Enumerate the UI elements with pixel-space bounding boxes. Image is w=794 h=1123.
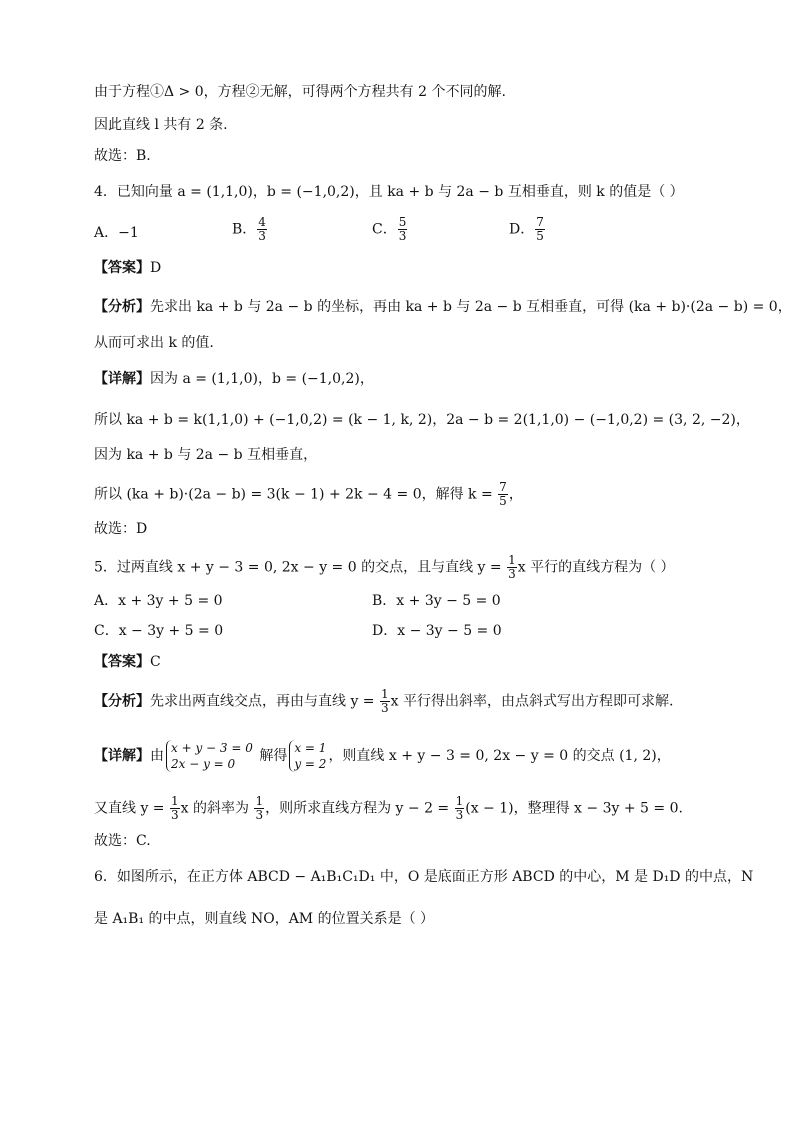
denominator: 3 <box>455 808 464 822</box>
denominator: 3 <box>171 808 179 822</box>
denominator: 3 <box>255 808 264 822</box>
equation-system <box>166 740 253 772</box>
text-line: 所以 ka + b = k(1,1,0) + (−1,0,2) = (k − 1, k, 2)，2a − b = 2(1,1,0) − (−1,0,2) = (3, 2, −2)， <box>94 412 750 428</box>
denominator: 5 <box>499 494 507 508</box>
answer-value: C <box>150 654 161 670</box>
question-6-stem-cont: 是 A₁B₁ 的中点，则直线 NO，AM 的位置关系是（ ） <box>94 911 435 927</box>
denominator: 3 <box>398 229 407 243</box>
detail-tag: 【详解】 <box>94 371 150 387</box>
text-line: 因为 ka + b 与 2a − b 互相垂直， <box>94 447 318 463</box>
detail-text: 因为 a = (1,1,0)，b = (−1,0,2)， <box>150 371 374 387</box>
text-line: 因此直线 l 共有 2 条. <box>94 117 228 133</box>
fraction <box>498 481 508 508</box>
text-segment: 所以 (ka + b)·(2a − b) = 3(k − 1) + 2k − 4 = 0，解得 k = <box>94 486 498 503</box>
q4-option-b <box>232 216 268 243</box>
q4-answer <box>94 258 724 278</box>
text-segment: 先求出两直线交点，再由与直线 y = <box>150 693 379 710</box>
fraction <box>257 216 267 243</box>
q5-option-b: B．x + 3y − 5 = 0 <box>372 593 501 609</box>
numerator: 1 <box>381 687 389 701</box>
equation-row: y = 2 <box>294 757 327 771</box>
option-label: C． <box>372 221 397 238</box>
text-segment: 解得 <box>254 748 288 764</box>
text-segment: x 平行得出斜率，由点斜式写出方程即可求解. <box>390 693 674 710</box>
fraction <box>455 795 465 822</box>
text-segment: x 的斜率为 <box>180 800 254 817</box>
denominator: 3 <box>508 567 516 581</box>
analysis-tag: 【分析】 <box>94 299 150 315</box>
text-segment: 又直线 y = <box>94 800 169 817</box>
answer-value: D <box>150 260 162 276</box>
text-line: 故选：B. <box>94 148 151 164</box>
equation-system <box>289 740 326 772</box>
text-segment: ，则直线 x + y − 3 = 0, 2x − y = 0 的交点 (1, 2)， <box>328 748 671 764</box>
text-line: 故选：C. <box>94 833 151 849</box>
fraction <box>535 216 545 243</box>
q5-answer <box>94 652 724 672</box>
text-line: 故选：D <box>94 521 148 537</box>
fraction <box>170 795 180 822</box>
q4-detail-solve <box>94 481 724 508</box>
text-segment: 由 <box>150 748 164 764</box>
equation-row: x = 1 <box>294 741 327 755</box>
denominator: 3 <box>258 229 266 243</box>
text-segment: (x − 1)，整理得 x − 3y + 5 = 0. <box>465 800 683 817</box>
q4-detail <box>94 369 724 389</box>
text-segment: x 平行的直线方程为（ ） <box>517 559 675 576</box>
answer-tag: 【答案】 <box>94 654 150 670</box>
numerator: 1 <box>508 553 516 567</box>
numerator: 4 <box>258 215 266 229</box>
q5-option-d: D．x − 3y − 5 = 0 <box>372 623 502 639</box>
question-5-stem <box>94 554 724 581</box>
equation-row: 2x − y = 0 <box>171 757 236 771</box>
numerator: 7 <box>499 480 507 494</box>
equation-row: x + y − 3 = 0 <box>171 741 253 755</box>
detail-tag: 【详解】 <box>94 748 150 764</box>
fraction <box>507 554 517 581</box>
question-6-stem: 6．如图所示，在正方体 ABCD − A₁B₁C₁D₁ 中，O 是底面正方形 ABCD 的中心，M 是 D₁D 的中点，N <box>94 869 754 885</box>
text-line: 由于方程①Δ > 0，方程②无解，可得两个方程共有 2 个不同的解. <box>94 84 506 100</box>
answer-tag: 【答案】 <box>94 260 150 276</box>
numerator: 5 <box>398 215 407 229</box>
q5-detail <box>94 740 724 772</box>
q4-analysis <box>94 297 792 317</box>
option-label: D． <box>509 221 535 238</box>
denominator: 5 <box>536 229 544 243</box>
q4-option-c <box>372 216 408 243</box>
numerator: 1 <box>455 794 464 808</box>
option-label: B． <box>232 221 257 238</box>
numerator: 1 <box>171 794 179 808</box>
analysis-text: 先求出 ka + b 与 2a − b 的坐标，再由 ka + b 与 2a − b 互相垂直，可得 (ka + b)·(2a − b) = 0， <box>150 299 792 315</box>
denominator: 3 <box>381 701 389 715</box>
analysis-tag: 【分析】 <box>94 693 150 710</box>
numerator: 1 <box>255 794 264 808</box>
numerator: 7 <box>536 215 544 229</box>
text-line: 从而可求出 k 的值. <box>94 335 214 351</box>
q4-option-d <box>509 216 546 243</box>
q5-option-a: A．x + 3y + 5 = 0 <box>94 593 223 609</box>
q5-analysis <box>94 688 724 715</box>
question-4-stem: 4．已知向量 a = (1,1,0)，b = (−1,0,2)，且 ka + b 与 2a − b 互相垂直，则 k 的值是（ ） <box>94 184 684 200</box>
q4-option-a: A．−1 <box>94 225 139 241</box>
q5-detail-line2 <box>94 795 724 822</box>
fraction <box>398 216 408 243</box>
text-segment: ， <box>508 486 523 503</box>
text-segment: 5．过两直线 x + y − 3 = 0, 2x − y = 0 的交点，且与直线 y = <box>94 559 507 576</box>
q5-option-c: C．x − 3y + 5 = 0 <box>94 623 224 639</box>
fraction <box>254 795 264 822</box>
fraction <box>380 688 390 715</box>
text-segment: ，则所求直线方程为 y − 2 = <box>265 800 454 817</box>
